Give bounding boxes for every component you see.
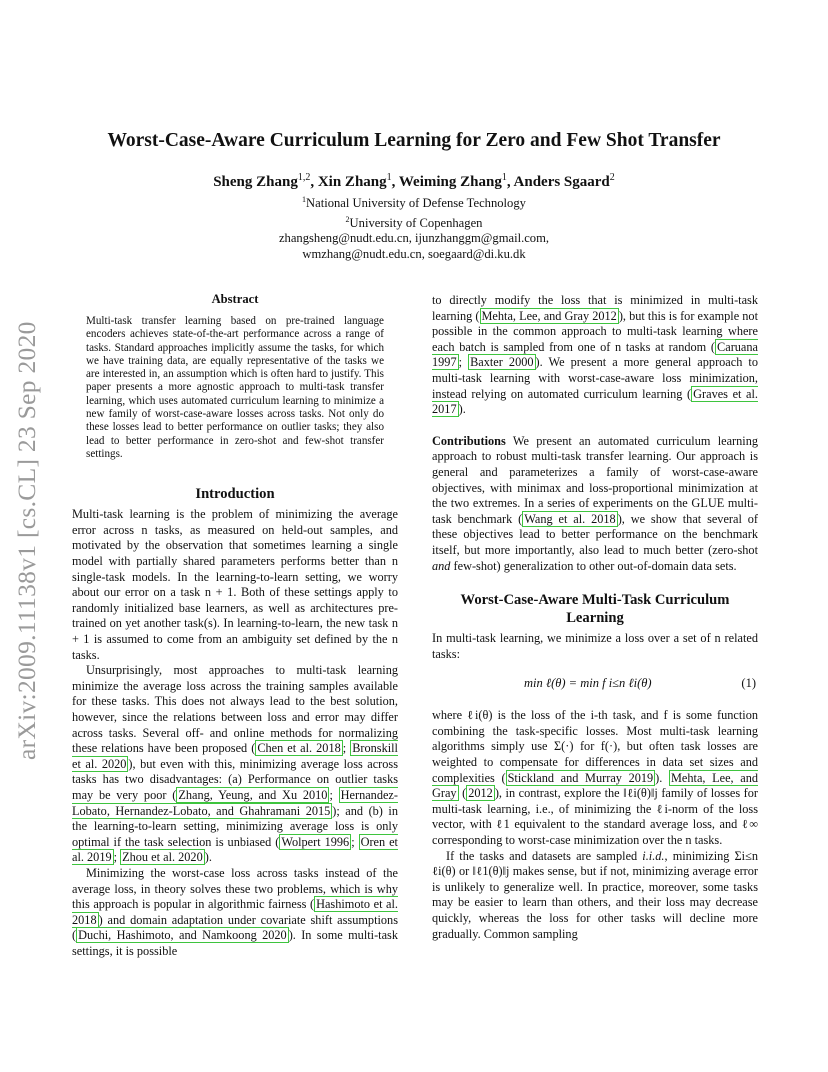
section-heading: Worst-Case-Aware Multi-Task Curriculum Learning (460, 592, 730, 627)
author-name: Sheng Zhang (213, 174, 298, 190)
abstract-heading: Abstract (211, 292, 259, 306)
intro-paragraph-2: Unsurprisingly, most approaches to multi-task learning minimize the average loss across the training samples available for these tasks. This does not always lead to the best solution, however, since the relations between loss and error may differ across tasks. Several off- and online methods for normalizing these relations have been proposed ( Chen et al. 2018 ; Bronskill et al. 2020 ), but even with this, minimizing average loss across tasks has two disadvantages: (a) Performance on outlier tasks may be very poor ( Zhang, Yeung, and Xu 2010 ; Hernandez-Lobato, Hernandez-Lobato, and Ghahramani 2015 ); and (b) in the learning-to-learn setting, minimizing average loss is only optimal if the task selection is unbiased ( Wolpert 1996 ; Oren et al. 2019 ; Zhou et al. 2020 ). (72, 663, 398, 865)
author-name: Anders Sgaard (513, 174, 610, 190)
citation-link[interactable]: 2012 (468, 786, 493, 801)
right-paragraph-4: If the tasks and datasets are sampled i.i.d., minimizing Σi≤n ℓi(θ) or ‖ℓ1(θ)‖j makes sense, but if not, minimizing average error is unlikely to generalize well. In practice, moreover, some tasks may be easier to learn than others, and their loss may decrease quickly, whereas the loss for other tasks will decline more gradually. Common sampling (432, 848, 758, 941)
citation-link[interactable]: Bronskill et al. 2020 (72, 741, 398, 771)
affiliation-line: $^2$University of Copenhagen (345, 214, 483, 230)
contributions-heading: Contributions (432, 433, 506, 448)
citation-link[interactable]: Baxter 2000 (470, 355, 534, 370)
intro-paragraph-3: Minimizing the worst-case loss across tasks instead of the average loss, in theory solves these two problems, which is why this approach is popular in algorithmic fairness ( Hashimoto et al. 2018 ) and domain adaptation under covariate shift assumptions ( Duchi, Hashimoto, and Namkoong 2020 ). In some multi-task settings, it is possible (72, 865, 398, 958)
citation-link[interactable]: Wang et al. 2018 (524, 511, 616, 526)
citation-link[interactable]: Hashimoto et al. 2018 (72, 897, 398, 927)
citation-link[interactable]: Mehta, Lee, and Gray (432, 770, 758, 801)
citation-link[interactable]: Duchi, Hashimoto, and Namkoong 2020 (78, 928, 287, 943)
right-column (432, 293, 758, 942)
intro-heading: Introduction (195, 486, 275, 503)
citation-link[interactable]: Zhang, Yeung, and Xu 2010 (178, 787, 328, 802)
author-name: Weiming Zhang (398, 174, 502, 190)
right-paragraph-3: where ℓi(θ) is the loss of the i-th task, and f is some function combining the task-specific losses. Most multi-task learning algorithms simply use Σ(·) for f(·), but often task losses are weighted to compensate for differences in data set sizes and complexities ( Stickland and Murray 2019 ). Mehta, Lee, and Gray ( 2012 ), in contrast, explore the ‖ℓi(θ)‖j family of losses for multi-task learning, i.e., of minimizing the ℓi-norm of the loss vector, with ℓ1 equivalent to the standard average loss, and ℓ∞ corresponding to worst-case minimization over the n tasks. (432, 708, 758, 848)
affiliation-line: $^1$National University of Defense Technology (302, 195, 526, 211)
citation-link[interactable]: Hernandez-Lobato, Hernandez-Lobato, and Ghahramani 2015 (72, 787, 398, 818)
affiliations (0, 192, 828, 262)
paper-title: Worst-Case-Aware Curriculum Learning for Zero and Few Shot Transfer (107, 130, 721, 151)
right-paragraph-1: to directly modify the loss that is minimized in multi-task learning ( Mehta, Lee, and Gray 2012 ), but this is for example not possible in the common approach to multi-task learning where each batch is sampled from one of n tasks at random ( Caruana 1997 ; Baxter 2000 ). We present a more general approach to multi-task learning with worst-case-aware loss minimization, instead relying on automated curriculum learning ( Graves et al. 2017 ). (432, 293, 758, 417)
equation-body: min ℓ(θ) = min f i≤n ℓi(θ) (524, 676, 652, 691)
email-line: zhangsheng@nudt.edu.cn, ijunzhanggm@gmail.com, (278, 231, 550, 246)
email-line: wmzhang@nudt.edu.cn, soegaard@di.ku.dk (302, 246, 526, 261)
abstract-text: Multi-task transfer learning based on pre-trained language encoders achieves state-of-the-art performance across a range of tasks. Standard approaches implicitly assume the tasks, for which we have training data, are equally representative of the tasks we are interested in, an assumption which is often hard to justify. This paper presents a more agnostic approach to multi-task transfer learning, which uses automated curriculum learning to minimize a new family of worst-case-aware losses across tasks. Not only do these losses lead to better performance on outlier tasks; they also lead to better performance in zero-shot and few-shot transfer settings. (86, 315, 384, 460)
equation-number: (1) (741, 676, 756, 691)
citation-link[interactable]: Oren et al. 2019 (72, 834, 398, 865)
author-name: Xin Zhang (317, 174, 387, 190)
equation-1 (432, 676, 758, 700)
citation-link[interactable]: Wolpert 1996 (281, 834, 350, 849)
citation-link[interactable]: Zhou et al. 2020 (122, 850, 203, 865)
intro-paragraph-1: Multi-task learning is the problem of minimizing the average error across n tasks, as measured on held-out samples, and motivated by the observation that sometimes learning a single model with partially shared parameters performs better than n single-task models. In the learning-to-learn setting, we worry about our error on a task n + 1. Both of these settings apply to randomly initialized base learners, as well as architectures pre-trained on yet another task(s). In learning-to-learn, the new task n + 1 is assumed to come from an ambiguity set defined by the n tasks. (72, 507, 398, 662)
citation-link[interactable]: Mehta, Lee, and Gray 2012 (481, 308, 617, 323)
citation-link[interactable]: Graves et al. 2017 (432, 386, 758, 417)
arxiv-stamp: arXiv:2009.11138v1 [cs.CL] 23 Sep 2020 (12, 321, 41, 760)
author-list: Sheng Zhang$^{1,2}$, Xin Zhang$^1$, Weiming Zhang$^1$, Anders Sgaard$^2$ (213, 172, 615, 190)
citation-link[interactable]: Caruana 1997 (432, 339, 758, 370)
contributions-paragraph: Contributions We present an automated curriculum learning approach to robust multi-task transfer learning. Our approach is general and parameterizes a family of worst-case-aware objectives, with minimax and loss-proportional minimization at the two extremes. In a series of experiments on the GLUE multi-task benchmark ( Wang et al. 2018 ), we show that several of these objectives lead to better performance on the benchmark itself, but more importantly, also lead to much better (zero-shot and few-shot) generalization to other out-of-domain data sets. (432, 433, 758, 573)
left-column (72, 292, 398, 959)
citation-link[interactable]: Stickland and Murray 2019 (507, 770, 654, 785)
citation-link[interactable]: Chen et al. 2018 (257, 741, 341, 756)
right-paragraph-2: In multi-task learning, we minimize a loss over a set of n related tasks: (432, 631, 758, 661)
